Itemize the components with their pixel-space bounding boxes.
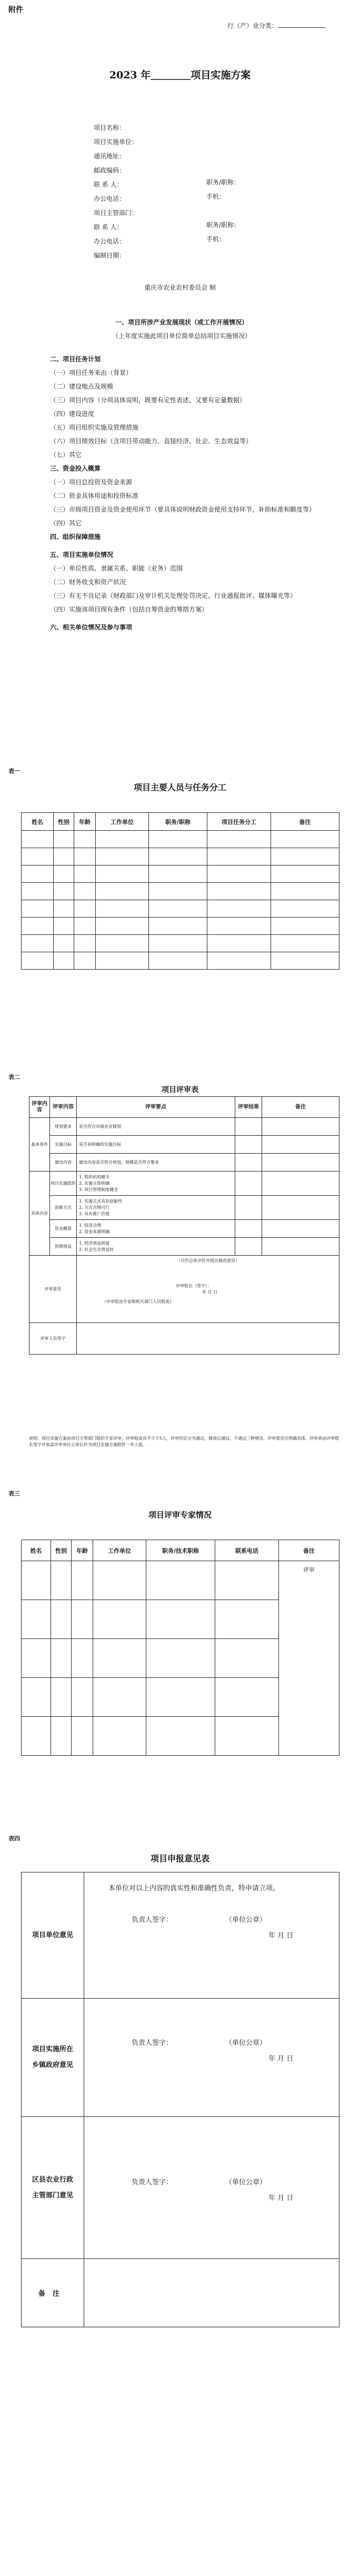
cover-title: 2023 年＿＿＿＿项目实施方案 <box>109 69 251 81</box>
review-point: 建设内容是否符合规划，规模是否符合要求 <box>77 1154 235 1172</box>
cover-fields-left <box>94 121 138 263</box>
table-row <box>22 866 339 883</box>
review-item: 创新方式 <box>50 1196 77 1220</box>
position-title-field-1: 职务/职称： <box>206 179 241 186</box>
review-footnote: 说明：项目实施方案由项目主管部门组织专家评审，评审组成员不少于5人，评审结论分为通过、修改后通过、不通过三种情况，评审意见应明确具体，评审表由评审组长签字并加盖评审单位公章后作为项目实施方案附件一并上报。 <box>29 1436 339 1447</box>
review-point: 1. 经济效益明显 <box>79 1240 110 1246</box>
table-row <box>22 831 339 848</box>
section-1-title: 一、项目所涉产业发展现状（或工作开展情况） <box>115 319 248 326</box>
col-gender: 性别 <box>54 813 74 831</box>
table-row <box>22 935 339 952</box>
remark-cell[interactable] <box>84 2259 339 2327</box>
table-header-row <box>22 1540 339 1561</box>
industry-category-field[interactable] <box>278 21 325 28</box>
section-2-item: （三）项目内容（分项具体说明，既要有定性表述，又要有定量数据） <box>50 396 246 404</box>
section-5-item: （一）单位性质、隶属关系、职能（业务）范围 <box>50 565 183 572</box>
table-row <box>29 1256 339 1323</box>
review-point: 1. 投资合理 <box>79 1223 102 1228</box>
unit-signer: 负责人签字： <box>132 1916 173 1924</box>
review-point: 2. 社会生态效益好 <box>79 1247 114 1252</box>
town-opinion-label: 项目实施所在乡镇政府意见 <box>22 1999 84 2117</box>
review-members-label: 评审人员签字 <box>29 1323 77 1355</box>
table-row <box>29 1238 339 1256</box>
county-opinion-label: 区县农业行政主管部门意见 <box>22 2117 84 2259</box>
table-row <box>22 1872 339 1999</box>
review-points-list <box>77 1172 235 1196</box>
col-remark: 备注 <box>262 1097 339 1118</box>
dept-office-phone-field: 办公电话： <box>94 238 126 245</box>
section-2-title: 二、项目任务计划 <box>50 355 101 363</box>
review-point: 3. 具有推广价值 <box>79 1211 110 1216</box>
unit-date: 年 月 日 <box>268 1932 294 1940</box>
col-title: 职务/职称 <box>149 813 207 831</box>
col-work-unit: 工作单位 <box>96 813 149 831</box>
review-leader-sign: 评审组长（签字）： <box>176 1284 212 1288</box>
section-2-item: （六）项目绩效目标（含项目带动能力、直接经济、社会、生态效益等） <box>50 437 253 445</box>
table4-tag: 表四 <box>8 1835 20 1842</box>
section-5-item: （四）实施该项目现有条件（包括自筹资金的筹措方案） <box>50 606 208 613</box>
table4-title: 项目申报意见表 <box>150 1854 209 1864</box>
section-2-item: （二）建设地点及规模 <box>50 383 114 390</box>
section-5-title: 五、项目实施单位情况 <box>50 551 114 558</box>
col-age: 年龄 <box>72 1540 93 1561</box>
review-table <box>29 1096 339 1355</box>
review-item: 规划要求 <box>50 1118 77 1136</box>
section-3-item: （三）市级项目资金及资金使用环节（要具体说明财政资金使用支持环节，补助标准和额度等） <box>50 506 316 513</box>
col-remark: 备注 <box>279 1540 339 1561</box>
review-point: 2. 方式合理可行 <box>79 1205 110 1210</box>
unit-opinion-text: 本单位对以上内容的真实性和准确性负责，特申请立项。 <box>108 1885 280 1892</box>
review-point: 3. 项目管理制度健全 <box>79 1187 118 1192</box>
col-review-content: 评审内容 <box>29 1097 50 1118</box>
review-point: 2. 实施主体明确 <box>79 1180 110 1186</box>
table3-tag: 表三 <box>8 1490 20 1497</box>
review-point: 1. 实施方式具有创新性 <box>79 1198 123 1204</box>
col-work-unit: 工作单位 <box>93 1540 146 1561</box>
section-3-title: 三、资金投入概算 <box>50 465 101 472</box>
expert-table <box>21 1540 339 1756</box>
unit-opinion-cell[interactable] <box>84 1872 339 1999</box>
review-points-list <box>77 1220 235 1238</box>
table-header-row <box>29 1097 339 1118</box>
town-signer: 负责人签字： <box>132 2039 173 2047</box>
table-row <box>29 1323 339 1355</box>
table-row <box>22 918 339 935</box>
compile-date-field: 编制日期： <box>94 252 126 259</box>
supervising-dept-field: 项目主管部门： <box>94 209 138 217</box>
table1-tag: 表一 <box>8 768 20 775</box>
personnel-table <box>21 812 339 970</box>
section-1-note: （上年度实施此项目单位简单总结项目实施情况） <box>112 332 251 340</box>
county-seal: （单位公章） <box>225 2178 267 2186</box>
col-review-content-2: 评审内容 <box>50 1097 77 1118</box>
town-date: 年 月 日 <box>268 2055 294 2063</box>
review-item: 资金概算 <box>50 1220 77 1238</box>
review-item: 建设内容 <box>50 1154 77 1172</box>
col-tech-title: 职务/技术职称 <box>146 1540 215 1561</box>
table-row <box>22 1999 339 2117</box>
review-opinion-hint: （可作总体评价并提出修改意见） <box>176 1258 239 1263</box>
table-header-row <box>22 813 339 831</box>
project-name-field: 项目名称： <box>94 124 126 131</box>
unit-opinion-label: 项目单位意见 <box>22 1872 84 1999</box>
col-task: 项目任务分工 <box>207 813 271 831</box>
group-specific-content: 具体内容 <box>29 1172 50 1256</box>
table-row <box>29 1196 339 1220</box>
section-2-item: （七）其它 <box>50 451 82 459</box>
mobile-field-2: 手机： <box>206 236 226 243</box>
review-opinion-cell <box>77 1256 339 1323</box>
industry-category <box>227 21 325 30</box>
county-date: 年 月 日 <box>268 2194 294 2202</box>
col-review-result: 评审结果 <box>235 1097 262 1118</box>
issuer-line: 重庆市农业农村委员会 制 <box>144 284 216 291</box>
postal-code-field: 邮政编码： <box>94 167 126 174</box>
table-row <box>29 1118 339 1136</box>
dept-contact-person-field: 联 系 人： <box>94 223 123 231</box>
table-row <box>29 1172 339 1196</box>
review-point: 是否符合市级农业规划 <box>77 1118 235 1136</box>
mobile-field-1: 手机： <box>206 193 226 200</box>
expert-remark-cell: 评审 <box>279 1561 339 1756</box>
col-name: 姓名 <box>22 813 54 831</box>
section-3-item: （二）资金具体用途和投资标准 <box>50 492 139 500</box>
table-row <box>22 952 339 970</box>
review-opinion-label: 评审意见 <box>29 1256 77 1323</box>
group-basic-conditions: 基本条件 <box>29 1118 50 1172</box>
table-row <box>29 1136 339 1154</box>
review-points-list <box>77 1238 235 1256</box>
town-seal: （单位公章） <box>225 2039 267 2047</box>
attachment-label: 附件 <box>8 6 23 14</box>
table-row <box>22 900 339 918</box>
section-2-item: （一）项目任务来由（背景） <box>50 369 133 376</box>
review-date: 年 月 日 <box>202 1290 218 1295</box>
section-2-item: （四）建设进度 <box>50 410 95 418</box>
table2-tag: 表二 <box>8 1074 20 1081</box>
review-point: 1. 组织机构健全 <box>79 1174 110 1179</box>
outline <box>50 315 316 634</box>
review-point: 是否有明确的实施目标 <box>77 1136 235 1154</box>
table-row <box>22 2117 339 2259</box>
office-phone-field: 办公电话： <box>94 195 126 202</box>
industry-category-label: 行（产）业分类： <box>227 22 278 29</box>
unit-seal: （单位公章） <box>225 1916 267 1924</box>
remark-label: 备注 <box>22 2259 84 2327</box>
review-item: 实施目标 <box>50 1136 77 1154</box>
implementing-unit-field: 项目实施单位： <box>94 138 138 146</box>
county-signer: 负责人签字： <box>132 2178 173 2186</box>
town-opinion-cell[interactable] <box>84 1999 339 2117</box>
col-review-points: 评审要点 <box>77 1097 235 1118</box>
section-2-item: （五）项目组织实施及管理措施 <box>50 424 139 431</box>
col-name: 姓名 <box>22 1540 51 1561</box>
review-members-cell[interactable] <box>77 1323 339 1355</box>
mailing-address-field: 通讯地址： <box>94 152 126 160</box>
table-row <box>22 2259 339 2327</box>
county-opinion-cell[interactable] <box>84 2117 339 2259</box>
section-5-item: （二）财务收支和资产状况 <box>50 578 126 586</box>
col-remark: 备注 <box>271 813 339 831</box>
section-5-item: （三）有无不良记录（财政部门及审计机关处理处罚决定、行业通报批评、媒体曝光等） <box>50 592 297 599</box>
table-row <box>22 1561 339 1600</box>
review-item: 预期效益 <box>50 1238 77 1256</box>
table-row <box>29 1154 339 1172</box>
section-3-item: （四）其它 <box>50 520 82 527</box>
table-row <box>22 848 339 866</box>
section-4-title: 四、组织保障措施 <box>50 533 101 541</box>
table1-title: 项目主要人员与任务分工 <box>133 782 226 792</box>
review-item: 项目实施组织 <box>50 1172 77 1196</box>
col-age: 年龄 <box>74 813 96 831</box>
review-panel-note: （评审组由专家和相关部门人员组成） <box>102 1299 174 1304</box>
review-points-list <box>77 1196 235 1220</box>
table3-title: 项目评审专家情况 <box>148 1510 212 1520</box>
table2-title: 项目评审表 <box>162 1086 198 1094</box>
table-row <box>29 1220 339 1238</box>
col-phone: 联系电话 <box>215 1540 279 1561</box>
contact-person-field: 联 系 人： <box>94 181 123 188</box>
table-row <box>22 883 339 900</box>
section-3-item: （一）项目总投资及资金来源 <box>50 478 133 486</box>
application-opinion-table <box>21 1872 339 2327</box>
position-title-field-2: 职务/职称： <box>206 221 241 229</box>
section-6-title: 六、相关单位情况及参与事项 <box>50 624 133 631</box>
col-gender: 性别 <box>51 1540 72 1561</box>
review-point: 2. 资金来源明确 <box>79 1229 110 1234</box>
